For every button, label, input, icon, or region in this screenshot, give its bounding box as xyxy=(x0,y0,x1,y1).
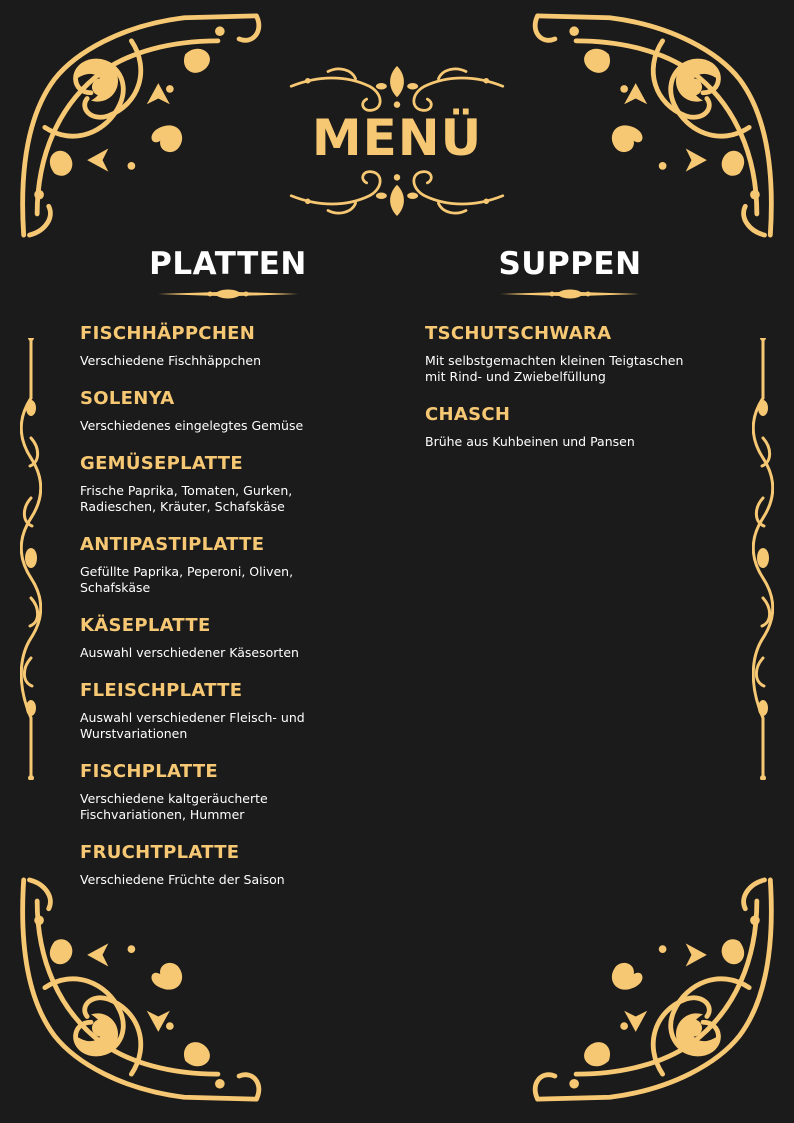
item-description: Brühe aus Kuhbeinen und Pansen xyxy=(425,434,635,449)
menu-item xyxy=(80,323,380,369)
menu-item xyxy=(80,680,380,742)
item-description: Verschiedene Früchte der Saison xyxy=(80,872,285,887)
item-name: KÄSEPLATTE xyxy=(80,615,211,636)
item-description: Auswahl verschiedener Käsesorten xyxy=(80,645,299,660)
side-ornament-right xyxy=(752,338,774,780)
item-description: Verschiedene kaltgeräucherte Fischvariationen, Hummer xyxy=(80,791,268,822)
menu-item xyxy=(80,615,380,661)
platten-list xyxy=(80,323,380,907)
corner-ornament-bottom-right xyxy=(528,853,778,1103)
menu-item xyxy=(80,453,380,515)
menu-title: MENÜ xyxy=(311,109,483,167)
title-flourish-bottom xyxy=(282,170,512,216)
item-description: Verschiedene Fischhäppchen xyxy=(80,353,262,368)
item-name: SOLENYA xyxy=(80,388,175,409)
item-name: FISCHPLATTE xyxy=(80,761,218,782)
side-ornament-left xyxy=(20,338,42,780)
item-name: CHASCH xyxy=(425,404,511,425)
item-description: Verschiedenes eingelegtes Gemüse xyxy=(80,418,304,433)
menu-item xyxy=(425,404,725,450)
menu-item xyxy=(425,323,725,385)
menu-item xyxy=(80,534,380,596)
suppen-list xyxy=(425,323,725,469)
menu-item xyxy=(80,388,380,434)
section-divider-suppen xyxy=(500,289,640,299)
section-title-platten: PLATTEN xyxy=(149,246,307,282)
menu-item xyxy=(80,761,380,823)
item-name: FRUCHTPLATTE xyxy=(80,842,240,863)
item-description: Auswahl verschiedener Fleisch- und Wurstvariationen xyxy=(80,710,305,741)
title-flourish-top xyxy=(282,66,512,112)
section-divider-platten xyxy=(158,289,298,299)
item-name: FLEISCHPLATTE xyxy=(80,680,243,701)
item-description: Frische Paprika, Tomaten, Gurken, Radieschen, Kräuter, Schafskäse xyxy=(80,483,293,514)
menu-item xyxy=(80,842,380,888)
item-name: GEMÜSEPLATTE xyxy=(80,453,243,474)
section-title-suppen: SUPPEN xyxy=(498,246,642,282)
item-name: FISCHHÄPPCHEN xyxy=(80,323,256,344)
item-name: ANTIPASTIPLATTE xyxy=(80,534,265,555)
item-description: Gefüllte Paprika, Peperoni, Oliven, Schafskäse xyxy=(80,564,294,595)
item-description: Mit selbstgemachten kleinen Teigtaschen mit Rind- und Zwiebelfüllung xyxy=(425,353,684,384)
item-name: TSCHUTSCHWARA xyxy=(425,323,612,344)
